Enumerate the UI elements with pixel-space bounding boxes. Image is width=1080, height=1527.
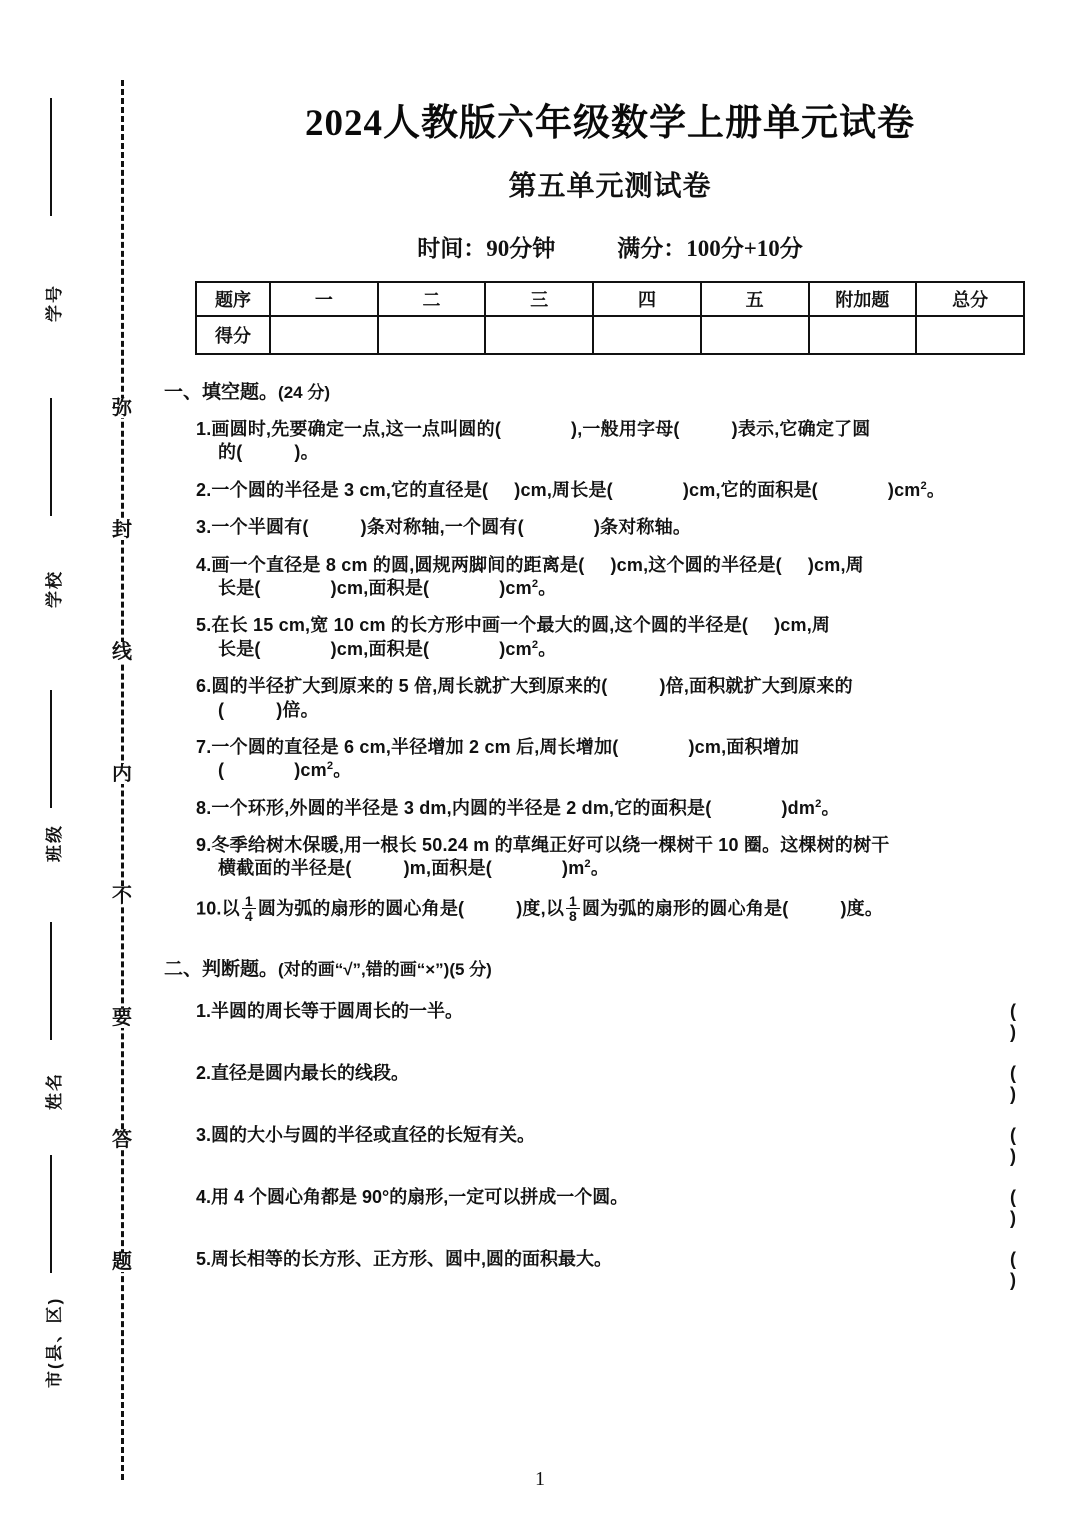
question-text: )cm bbox=[294, 760, 327, 781]
section-name: 填空题。 bbox=[202, 382, 279, 403]
sidebar-field-xuehao: 学号 bbox=[45, 284, 64, 322]
question-text: 画一个直径是 8 cm 的圆,圆规两脚间的距离是( bbox=[211, 554, 585, 575]
question-continuation bbox=[218, 441, 1052, 464]
question-text: 画圆时,先要确定一点,这一点叫圆的( bbox=[211, 419, 502, 439]
question-6 bbox=[196, 675, 1060, 722]
question-text: 横截面的半径是( bbox=[218, 858, 352, 879]
question-text: )倍,面积就扩大到原来的 bbox=[659, 676, 853, 697]
section-header-fill-in-blank bbox=[164, 377, 1060, 404]
question-text: )cm bbox=[499, 577, 532, 598]
question-text: 圆为弧的扇形的圆心角是( bbox=[257, 898, 465, 919]
superscript-square: 2 bbox=[584, 858, 591, 871]
score-table-col-4: 五 bbox=[701, 282, 809, 316]
question-text: )倍。 bbox=[276, 699, 319, 720]
superscript-square: 2 bbox=[815, 797, 822, 810]
question-tf-3 bbox=[196, 1121, 1060, 1167]
question-continuation: 长是( )cm,面积是( )$cm^2$。 bbox=[218, 638, 557, 659]
seal-char-7: 题 bbox=[104, 1252, 140, 1272]
question-text: ( bbox=[218, 760, 225, 781]
answer-parentheses[interactable]: ( ) bbox=[1010, 1063, 1038, 1105]
sidebar-field-xingming: 姓名 bbox=[45, 1072, 64, 1110]
answer-sheet-sidebar bbox=[0, 0, 160, 1527]
score-cell-2[interactable] bbox=[485, 316, 593, 354]
question-text: 长是( bbox=[218, 638, 261, 659]
question-number: 8. bbox=[196, 797, 212, 818]
score-cell-6[interactable] bbox=[916, 316, 1024, 354]
score-table-col-2: 三 bbox=[485, 282, 593, 316]
score-cell-5[interactable] bbox=[809, 316, 917, 354]
question-text: 圆的半径扩大到原来的 5 倍,周长就扩大到原来的( bbox=[211, 676, 608, 697]
question-text: 以 bbox=[221, 898, 240, 919]
question-text: )m bbox=[562, 858, 585, 879]
question-number: 5. bbox=[196, 1249, 212, 1270]
question-continuation: ( )$cm^2$。 bbox=[218, 760, 352, 781]
page-number: 1 bbox=[535, 1468, 545, 1490]
seal-char-6: 答 bbox=[104, 1130, 140, 1150]
question-number: 6. bbox=[196, 676, 212, 697]
section-number: 二、 bbox=[164, 959, 203, 981]
superscript-square: 2 bbox=[326, 760, 334, 773]
question-text: )度。 bbox=[840, 898, 884, 919]
question-text: 一个圆的半径是 3 cm,它的直径是( bbox=[211, 479, 489, 500]
question-tf-1 bbox=[196, 997, 1060, 1043]
question-tf-5 bbox=[196, 1245, 1060, 1291]
write-line-xingming bbox=[50, 922, 52, 1040]
seal-char-2: 线 bbox=[104, 642, 140, 662]
seal-char-3: 内 bbox=[104, 764, 140, 784]
question-text: )cm,它的面积是( bbox=[682, 479, 818, 500]
score-cell-3[interactable] bbox=[593, 316, 701, 354]
question-text: )cm,周长是( bbox=[514, 479, 613, 500]
question-7 bbox=[196, 736, 1060, 783]
question-number: 2. bbox=[196, 479, 212, 500]
sidebar-field-shixianqu: 市(县、区) bbox=[45, 1296, 64, 1388]
score-table-col-0: 一 bbox=[270, 282, 378, 316]
table-row bbox=[196, 316, 1024, 354]
fraction-denominator: 4 bbox=[244, 908, 253, 925]
seal-line bbox=[104, 80, 140, 1480]
section-points: (对的画“√”,错的画“×”)(5 分) bbox=[278, 960, 492, 980]
score-table-row-label-0: 题序 bbox=[196, 282, 270, 316]
seal-char-0: 弥 bbox=[104, 398, 140, 418]
question-number: 4. bbox=[196, 1187, 212, 1208]
question-tf-2 bbox=[196, 1059, 1060, 1105]
question-number: 1. bbox=[196, 1001, 212, 1022]
question-text: 圆为弧的扇形的圆心角是( bbox=[582, 898, 789, 919]
question-text: )dm bbox=[781, 797, 816, 818]
question-text: 一个半圆有( bbox=[211, 517, 309, 538]
question-tf-4 bbox=[196, 1183, 1060, 1229]
question-text: 用 4 个圆心角都是 90°的扇形,一定可以拼成一个圆。 bbox=[211, 1187, 629, 1208]
question-number: 2. bbox=[196, 1063, 212, 1084]
answer-parentheses[interactable]: ( ) bbox=[1010, 1001, 1038, 1043]
question-text: 一个圆的直径是 6 cm,半径增加 2 cm 后,周长增加( bbox=[211, 736, 619, 757]
seal-char-5: 要 bbox=[104, 1008, 140, 1028]
fraction-denominator: 8 bbox=[569, 908, 578, 925]
exam-paper-content bbox=[160, 0, 1060, 1527]
question-4 bbox=[196, 554, 1060, 601]
seal-char-1: 封 bbox=[104, 520, 140, 540]
question-5 bbox=[196, 614, 1060, 661]
exam-duration: 时间：90分钟 bbox=[417, 236, 556, 261]
question-number: 1. bbox=[196, 419, 212, 439]
fraction-numerator: 1 bbox=[566, 894, 580, 909]
sidebar-field-xuexiao: 学校 bbox=[45, 570, 64, 608]
question-text: ),一般用字母( bbox=[571, 419, 680, 439]
question-continuation: 长是( )cm,面积是( )$cm^2$。 bbox=[218, 577, 557, 598]
question-continuation: 横截面的半径是( )m,面积是( )$m^2$。 bbox=[218, 858, 610, 879]
fraction-one-eighth bbox=[566, 894, 580, 924]
write-line-banji bbox=[50, 690, 52, 808]
question-number: 5. bbox=[196, 615, 212, 636]
superscript-square: 2 bbox=[920, 479, 927, 492]
answer-parentheses[interactable]: ( ) bbox=[1010, 1249, 1038, 1291]
question-text: 冬季给树木保暖,用一根长 50.24 m 的草绳正好可以绕一棵树干 10 圈。这棵树的树干 bbox=[211, 835, 890, 856]
score-cell-1[interactable] bbox=[378, 316, 486, 354]
section-number: 一、 bbox=[164, 382, 203, 403]
section-header-true-false bbox=[164, 954, 1060, 981]
score-cell-0[interactable] bbox=[270, 316, 378, 354]
question-text: 一个环形,外圆的半径是 3 dm,内圆的半径是 2 dm,它的面积是( bbox=[211, 797, 712, 818]
score-table-col-5: 附加题 bbox=[809, 282, 917, 316]
question-10 bbox=[196, 892, 1060, 925]
question-9 bbox=[196, 834, 1060, 881]
page-subtitle: 第五单元测试卷 bbox=[508, 171, 712, 202]
question-text: 半圆的周长等于圆周长的一半。 bbox=[211, 1001, 464, 1022]
score-table-row-label-1: 得分 bbox=[196, 316, 270, 354]
seal-char-4: 不 bbox=[104, 886, 140, 906]
question-text: )条对称轴。 bbox=[593, 517, 692, 538]
question-3 bbox=[196, 516, 1060, 539]
fraction-numerator: 1 bbox=[242, 894, 256, 909]
page-title: 2024人教版六年级数学上册单元试卷 bbox=[305, 103, 915, 144]
question-number: 4. bbox=[196, 554, 212, 575]
superscript-square: 2 bbox=[531, 577, 539, 590]
question-text: )cm,这个圆的半径是( bbox=[610, 554, 782, 575]
question-text: )表示,它确定了圆 bbox=[731, 419, 871, 439]
score-table bbox=[195, 281, 1025, 355]
question-1 bbox=[196, 418, 1060, 465]
question-text: 长是( bbox=[218, 577, 261, 598]
section-name: 判断题。 bbox=[202, 959, 279, 981]
write-line-xuexiao bbox=[50, 398, 52, 516]
question-continuation bbox=[218, 699, 1052, 722]
question-text: )cm,面积增加 bbox=[688, 736, 800, 757]
section-points: (24 分) bbox=[278, 383, 330, 402]
question-text: 圆的大小与圆的半径或直径的长短有关。 bbox=[211, 1125, 536, 1146]
answer-parentheses[interactable]: ( ) bbox=[1010, 1125, 1038, 1167]
question-text: )。 bbox=[294, 442, 319, 463]
question-8: 8.一个环形,外圆的半径是 3 dm,内圆的半径是 2 dm,它的面积是( )$dm^2$。 bbox=[196, 797, 840, 818]
question-number: 3. bbox=[196, 1125, 212, 1146]
score-table-col-1: 二 bbox=[378, 282, 486, 316]
question-text: )cm,周 bbox=[774, 615, 831, 636]
sidebar-field-banji: 班级 bbox=[45, 824, 64, 862]
score-table-col-6: 总分 bbox=[916, 282, 1024, 316]
question-text: 的( bbox=[218, 442, 243, 463]
exam-total-score: 满分：100分+10分 bbox=[617, 236, 803, 261]
question-text: )cm,面积是( bbox=[330, 638, 430, 659]
question-number: 7. bbox=[196, 736, 212, 757]
question-text: ( bbox=[218, 699, 225, 720]
question-number: 9. bbox=[196, 835, 212, 856]
question-text: )cm,面积是( bbox=[330, 577, 430, 598]
table-row-header bbox=[196, 282, 1024, 316]
question-number: 10. bbox=[196, 898, 222, 919]
question-text: 直径是圆内最长的线段。 bbox=[211, 1063, 410, 1084]
question-2: 2.一个圆的半径是 3 cm,它的直径是( )cm,周长是( )cm,它的面积是( )$cm^2$。 bbox=[196, 479, 946, 500]
question-text: )cm bbox=[499, 638, 532, 659]
superscript-square: 2 bbox=[531, 638, 539, 651]
question-text: )条对称轴,一个圆有( bbox=[360, 517, 524, 538]
answer-parentheses[interactable]: ( ) bbox=[1010, 1187, 1038, 1229]
write-line-shixianqu bbox=[50, 1155, 52, 1273]
question-text: )度,以 bbox=[516, 898, 565, 919]
write-line-xuehao bbox=[50, 98, 52, 216]
question-text: 在长 15 cm,宽 10 cm 的长方形中画一个最大的圆,这个圆的半径是( bbox=[211, 615, 749, 636]
question-text: )m,面积是( bbox=[403, 858, 492, 879]
question-text: )cm bbox=[887, 479, 921, 500]
question-number: 3. bbox=[196, 517, 212, 538]
score-cell-4[interactable] bbox=[701, 316, 809, 354]
exam-meta bbox=[160, 230, 1060, 263]
fraction-one-quarter bbox=[242, 894, 256, 924]
question-text: )cm,周 bbox=[807, 554, 864, 575]
score-table-col-3: 四 bbox=[593, 282, 701, 316]
question-text: 周长相等的长方形、正方形、圆中,圆的面积最大。 bbox=[211, 1249, 613, 1270]
